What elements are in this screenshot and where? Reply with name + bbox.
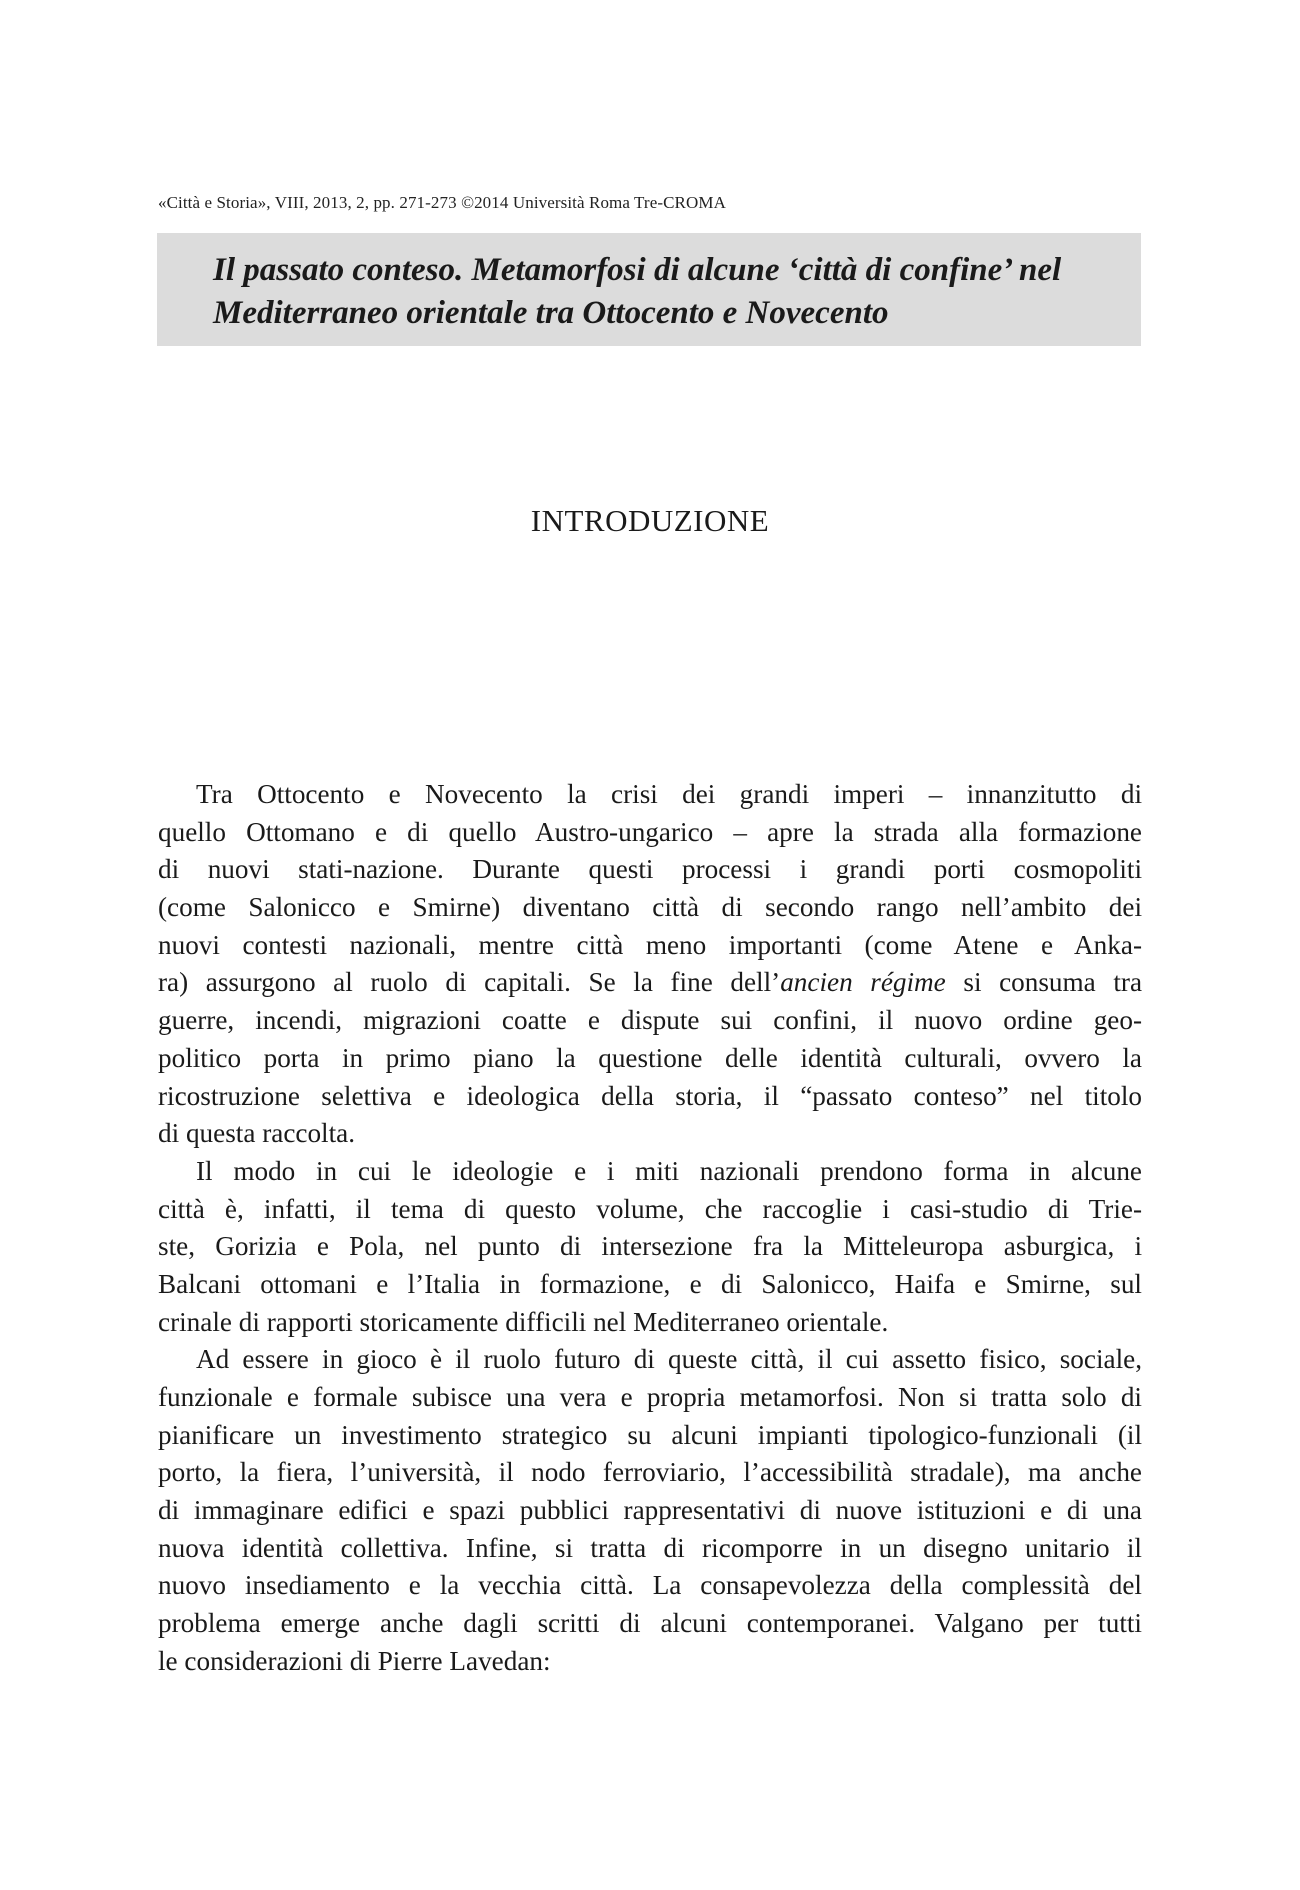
paragraph-1-line: quello Ottomano e di quello Austro-ungarico – apre la strada alla formazione — [158, 816, 1142, 847]
body-text — [158, 776, 1142, 1681]
paragraph-3-line: problema emerge anche dagli scritti di alcuni contemporanei. Valgano per tutti — [158, 1608, 1142, 1639]
paragraph-3-line: pianificare un investimento strategico su alcuni impianti tipologico-funzionali (il — [158, 1419, 1142, 1450]
paragraph-2-line: Il modo in cui le ideologie e i miti nazionali prendono forma in alcune — [196, 1155, 1142, 1186]
article-title-line-1: Il passato conteso. Metamorfosi di alcune ‘città di confine’ nel — [213, 252, 1062, 288]
paragraph-2-line: crinale di rapporti storicamente difficili nel Mediterraneo orientale. — [158, 1306, 889, 1337]
article-title-line-2: Mediterraneo orientale tra Ottocento e Novecento — [213, 295, 889, 331]
paragraph-1-line: (come Salonicco e Smirne) diventano città di secondo rango nell’ambito dei — [158, 892, 1142, 923]
paragraph-3-line: Ad essere in gioco è il ruolo futuro di queste città, il cui assetto fisico, sociale, — [196, 1344, 1142, 1375]
paragraph-3-line: nuovo insediamento e la vecchia città. La consapevolezza della complessità del — [158, 1570, 1142, 1601]
paragraph-2-line: Balcani ottomani e l’Italia in formazione, e di Salonicco, Haifa e Smirne, sul — [158, 1268, 1142, 1299]
section-heading: INTRODUZIONE — [530, 503, 770, 538]
paragraph-3-line: di immaginare edifici e spazi pubblici rappresentativi di nuove istituzioni e di una — [158, 1495, 1142, 1526]
paragraph-1-line: di nuovi stati-nazione. Durante questi processi i grandi porti cosmopoliti — [158, 854, 1142, 885]
paragraph-1-line: nuovi contesti nazionali, mentre città meno importanti (come Atene e Anka- — [158, 929, 1142, 960]
paragraph-1-line-with-italic — [158, 964, 1142, 1002]
paragraph-1-line: politico porta in primo piano la questione delle identità culturali, ovvero la — [158, 1042, 1142, 1073]
paragraph-1-line: Tra Ottocento e Novecento la crisi dei grandi imperi – innanzitutto di — [196, 779, 1142, 809]
text-segment: si consuma tra — [945, 967, 1142, 998]
paragraph-3-line: funzionale e formale subisce una vera e propria metamorfosi. Non si tratta solo di — [158, 1382, 1142, 1412]
paragraph-2-line: città è, infatti, il tema di questo volume, che raccoglie i casi-studio di Trie- — [158, 1193, 1142, 1224]
journal-citation: «Città e Storia», VIII, 2013, 2, pp. 271-273 ©2014 Università Roma Tre-CROMA — [158, 193, 726, 212]
text-segment: ra) assurgono al ruolo di capitali. Se la fine dell’ — [158, 967, 781, 998]
paragraph-3-line: le considerazioni di Pierre Lavedan: — [158, 1645, 551, 1676]
paragraph-2-line: ste, Gorizia e Pola, nel punto di intersezione fra la Mitteleuropa asburgica, i — [158, 1231, 1142, 1262]
paragraph-3-line: porto, la fiera, l’università, il nodo ferroviario, l’accessibilità stradale), ma anche — [158, 1457, 1142, 1488]
paragraph-3-line: nuova identità collettiva. Infine, si tratta di ricomporre in un disegno unitario il — [158, 1532, 1142, 1563]
paragraph-1-line: guerre, incendi, migrazioni coatte e dispute sui confini, il nuovo ordine geo- — [158, 1005, 1142, 1036]
article-title-box — [157, 233, 1141, 346]
italic-phrase: ancien régime — [780, 967, 946, 998]
paragraph-1-line: ricostruzione selettiva e ideologica della storia, il “passato conteso” nel titolo — [158, 1080, 1142, 1111]
paragraph-1-line: di questa raccolta. — [158, 1118, 356, 1149]
